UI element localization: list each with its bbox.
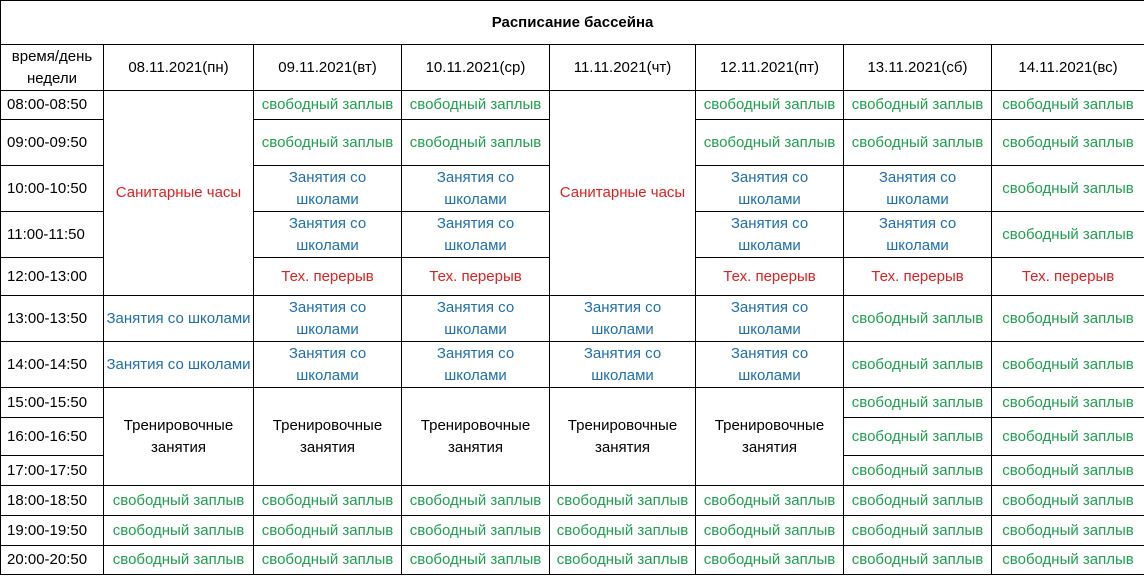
free-swim-cell: свободный заплыв (992, 418, 1144, 456)
free-swim-cell: свободный заплыв (844, 91, 992, 120)
school-classes-cell: Занятия со школами (402, 212, 550, 258)
school-classes-cell: Занятия со школами (104, 296, 254, 342)
free-swim-cell: свободный заплыв (402, 120, 550, 166)
time-slot: 08:00-08:50 (1, 91, 104, 120)
day-header: 09.11.2021(вт) (254, 45, 402, 91)
free-swim-cell: свободный заплыв (696, 546, 844, 575)
school-classes-cell: Занятия со школами (402, 342, 550, 388)
school-classes-cell: Занятия со школами (696, 296, 844, 342)
school-classes-cell: Занятия со школами (402, 296, 550, 342)
free-swim-cell: свободный заплыв (992, 120, 1144, 166)
free-swim-cell: свободный заплыв (696, 486, 844, 516)
free-swim-cell: свободный заплыв (254, 516, 402, 546)
tech-break-cell: Тех. перерыв (844, 258, 992, 296)
free-swim-cell: свободный заплыв (696, 91, 844, 120)
school-classes-cell: Занятия со школами (254, 212, 402, 258)
training-cell: Тренировочные занятия (696, 388, 844, 486)
tech-break-cell: Тех. перерыв (402, 258, 550, 296)
free-swim-cell: свободный заплыв (104, 486, 254, 516)
free-swim-cell: свободный заплыв (696, 120, 844, 166)
school-classes-cell: Занятия со школами (254, 296, 402, 342)
free-swim-cell: свободный заплыв (992, 456, 1144, 486)
free-swim-cell: свободный заплыв (844, 296, 992, 342)
free-swim-cell: свободный заплыв (844, 456, 992, 486)
school-classes-cell: Занятия со школами (696, 212, 844, 258)
tech-break-cell: Тех. перерыв (992, 258, 1144, 296)
day-header: 10.11.2021(ср) (402, 45, 550, 91)
time-slot: 11:00-11:50 (1, 212, 104, 258)
free-swim-cell: свободный заплыв (992, 516, 1144, 546)
free-swim-cell: свободный заплыв (104, 516, 254, 546)
training-cell: Тренировочные занятия (104, 388, 254, 486)
day-header: 13.11.2021(сб) (844, 45, 992, 91)
free-swim-cell: свободный заплыв (844, 120, 992, 166)
free-swim-cell: свободный заплыв (550, 546, 696, 575)
free-swim-cell: свободный заплыв (992, 486, 1144, 516)
time-slot: 18:00-18:50 (1, 486, 104, 516)
day-header: 14.11.2021(вс) (992, 45, 1144, 91)
free-swim-cell: свободный заплыв (992, 166, 1144, 212)
time-slot: 20:00-20:50 (1, 546, 104, 575)
free-swim-cell: свободный заплыв (550, 486, 696, 516)
school-classes-cell: Занятия со школами (104, 342, 254, 388)
day-header: 12.11.2021(пт) (696, 45, 844, 91)
free-swim-cell: свободный заплыв (844, 342, 992, 388)
school-classes-cell: Занятия со школами (254, 342, 402, 388)
school-classes-cell: Занятия со школами (844, 212, 992, 258)
school-classes-cell: Занятия со школами (696, 166, 844, 212)
free-swim-cell: свободный заплыв (550, 516, 696, 546)
free-swim-cell: свободный заплыв (402, 516, 550, 546)
training-cell: Тренировочные занятия (402, 388, 550, 486)
time-slot: 13:00-13:50 (1, 296, 104, 342)
free-swim-cell: свободный заплыв (844, 486, 992, 516)
time-slot: 12:00-13:00 (1, 258, 104, 296)
time-slot: 10:00-10:50 (1, 166, 104, 212)
time-slot: 16:00-16:50 (1, 418, 104, 456)
free-swim-cell: свободный заплыв (254, 91, 402, 120)
free-swim-cell: свободный заплыв (104, 546, 254, 575)
free-swim-cell: свободный заплыв (992, 388, 1144, 418)
sanitary-hours-cell: Санитарные часы (104, 91, 254, 296)
corner-header: время/день недели (1, 45, 104, 91)
training-cell: Тренировочные занятия (550, 388, 696, 486)
tech-break-cell: Тех. перерыв (254, 258, 402, 296)
free-swim-cell: свободный заплыв (844, 418, 992, 456)
school-classes-cell: Занятия со школами (696, 342, 844, 388)
school-classes-cell: Занятия со школами (254, 166, 402, 212)
training-cell: Тренировочные занятия (254, 388, 402, 486)
tech-break-cell: Тех. перерыв (696, 258, 844, 296)
time-slot: 17:00-17:50 (1, 456, 104, 486)
free-swim-cell: свободный заплыв (992, 91, 1144, 120)
free-swim-cell: свободный заплыв (844, 388, 992, 418)
free-swim-cell: свободный заплыв (992, 342, 1144, 388)
time-slot: 14:00-14:50 (1, 342, 104, 388)
school-classes-cell: Занятия со школами (550, 342, 696, 388)
free-swim-cell: свободный заплыв (254, 120, 402, 166)
schedule-title: Расписание бассейна (1, 1, 1144, 45)
school-classes-cell: Занятия со школами (402, 166, 550, 212)
free-swim-cell: свободный заплыв (992, 546, 1144, 575)
day-header: 08.11.2021(пн) (104, 45, 254, 91)
time-slot: 15:00-15:50 (1, 388, 104, 418)
free-swim-cell: свободный заплыв (254, 546, 402, 575)
free-swim-cell: свободный заплыв (844, 516, 992, 546)
free-swim-cell: свободный заплыв (254, 486, 402, 516)
free-swim-cell: свободный заплыв (844, 546, 992, 575)
school-classes-cell: Занятия со школами (844, 166, 992, 212)
free-swim-cell: свободный заплыв (696, 516, 844, 546)
time-slot: 09:00-09:50 (1, 120, 104, 166)
free-swim-cell: свободный заплыв (402, 91, 550, 120)
free-swim-cell: свободный заплыв (402, 486, 550, 516)
free-swim-cell: свободный заплыв (992, 296, 1144, 342)
free-swim-cell: свободный заплыв (992, 212, 1144, 258)
sanitary-hours-cell: Санитарные часы (550, 91, 696, 296)
school-classes-cell: Занятия со школами (550, 296, 696, 342)
free-swim-cell: свободный заплыв (402, 546, 550, 575)
day-header: 11.11.2021(чт) (550, 45, 696, 91)
time-slot: 19:00-19:50 (1, 516, 104, 546)
